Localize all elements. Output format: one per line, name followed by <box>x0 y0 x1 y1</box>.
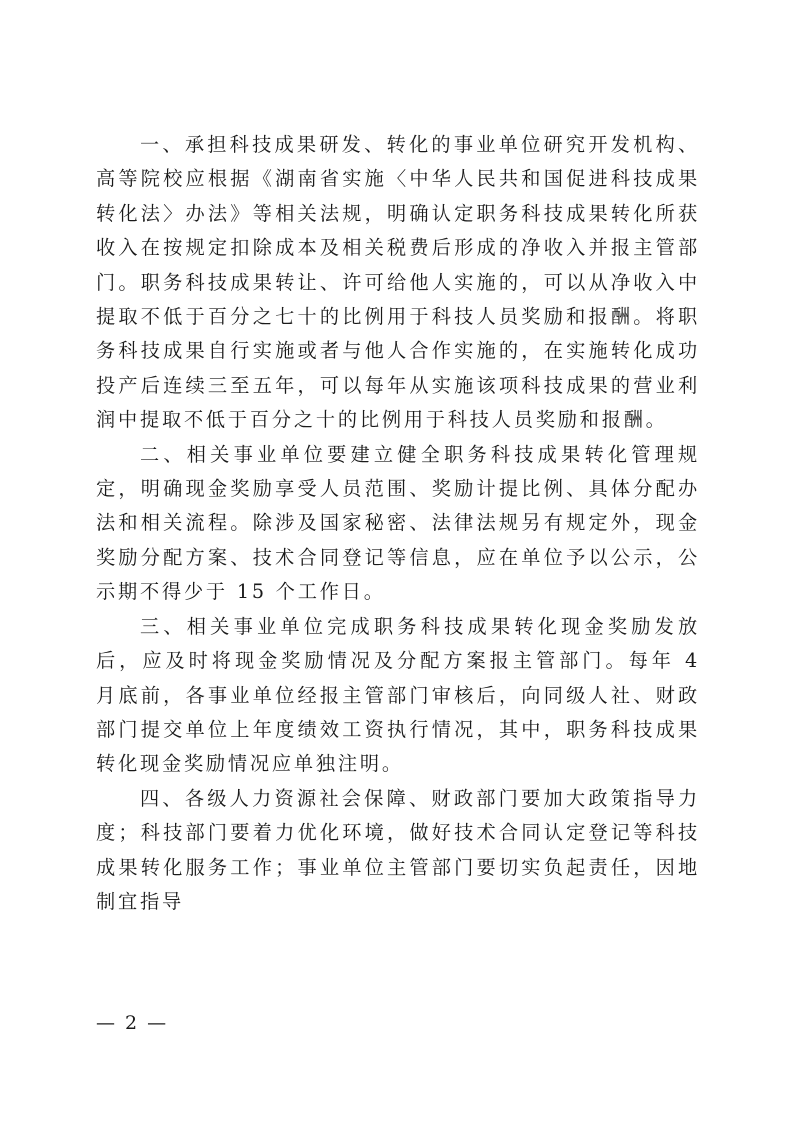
paragraph-1: 一、承担科技成果研发、转化的事业单位研究开发机构、高等院校应根据《湖南省实施〈中华人民共和国促进科技成果转化法〉办法》等相关法规，明确认定职务科技成果转化所获收入在按规定扣除成本及相关税费后形成的净收入并报主管部门。职务科技成果转让、许可给他人实施的，可以从净收入中提取不低于百分之七十的比例用于科技人员奖励和报酬。将职务科技成果自行实施或者与他人合作实施的，在实施转化成功投产后连续三至五年，可以每年从实施该项科技成果的营业利润中提取不低于百分之十的比例用于科技人员奖励和报酬。 <box>96 133 700 432</box>
document-body <box>96 128 700 919</box>
paragraph-3: 三、相关事业单位完成职务科技成果转化现金奖励发放后，应及时将现金奖励情况及分配方案报主管部门。每年 4 月底前，各事业单位经报主管部门审核后，向同级人社、财政部门提交单位上年度绩效工资执行情况，其中，职务科技成果转化现金奖励情况应单独注明。 <box>96 614 700 776</box>
paragraph-2: 二、相关事业单位要建立健全职务科技成果转化管理规定，明确现金奖励享受人员范围、奖励计提比例、具体分配办法和相关流程。除涉及国家秘密、法律法规另有规定外，现金奖励分配方案、技术合同登记等信息，应在单位予以公示，公示期不得少于 15 个工作日。 <box>96 442 700 604</box>
paragraph-4: 四、各级人力资源社会保障、财政部门要加大政策指导力度；科技部门要着力优化环境，做好技术合同认定登记等科技成果转化服务工作；事业单位主管部门要切实负起责任，因地制宜指导 <box>96 786 700 913</box>
page-number: — 2 — <box>96 1012 169 1034</box>
